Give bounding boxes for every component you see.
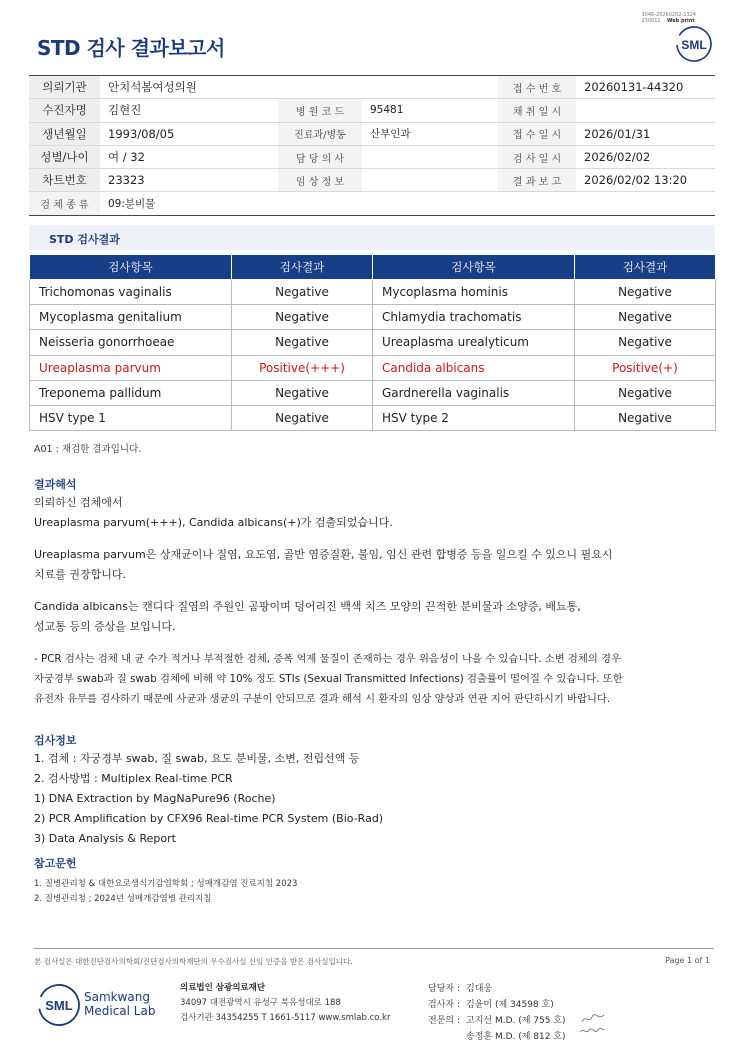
staff-row [428, 1029, 566, 1045]
acc-no-label: 접 수 번 호 [498, 76, 576, 99]
staff-name: 김대웅 [466, 984, 493, 994]
chart-label: 차트번호 [29, 169, 100, 192]
report-value: 2026/02/02 13:20 [576, 169, 715, 192]
interp-p1-line1: 의뢰하신 검체에서 [34, 496, 123, 509]
test-info-section [34, 732, 714, 849]
test-name: Neisseria gonorrhoeae [30, 330, 232, 355]
patient-info-table [29, 75, 715, 216]
test-info-line: 2) PCR Amplification by CFX96 Real-time PCR System (Bio-Rad) [34, 812, 384, 825]
test-info-line: 1) DNA Extraction by MagNaPure96 (Roche) [34, 792, 276, 805]
staff-row [428, 981, 566, 997]
interp-p2-line1: Ureaplasma parvum은 상재균이나 질염, 요도염, 골반 염증질환, 불임, 임신 관련 합병증 등을 일으킬 수 있으니 필요시 [34, 548, 613, 561]
collect-label: 채 취 일 시 [498, 99, 576, 122]
recv-value: 2026/01/31 [576, 122, 715, 145]
footer-organization [180, 981, 390, 1026]
org-name: 의료법인 삼광의료재단 [180, 983, 266, 993]
table-row [30, 280, 716, 305]
page-number: Page 1 of 1 [665, 956, 710, 965]
info-row [29, 145, 715, 168]
col-header-result: 검사결과 [232, 255, 373, 280]
staff-role [428, 1029, 466, 1045]
name-label: 수진자명 [29, 99, 100, 122]
test-result: Negative [575, 305, 716, 330]
references-heading: 참고문헌 [34, 857, 77, 870]
test-name: Chlamydia trachomatis [373, 305, 575, 330]
sex-label: 성별/나이 [29, 145, 100, 168]
interp-p1-line2: Ureaplasma parvum(+++), Candida albicans(+)가 검출되었습니다. [34, 516, 393, 529]
footer-staff [428, 981, 566, 1045]
web-print-label: Web print [666, 18, 695, 24]
table-row [30, 405, 716, 430]
doctor-label: 담 당 의 사 [278, 145, 362, 168]
test-result: Negative [575, 380, 716, 405]
staff-role: 검사자 : [428, 1000, 460, 1010]
interp-p2-line2: 치료를 권장합니다. [34, 568, 127, 581]
test-name: Treponema pallidum [30, 380, 232, 405]
test-name: Gardnerella vaginalis [373, 380, 575, 405]
hosp-code-value: 95481 [362, 99, 498, 122]
test-result: Negative [232, 280, 373, 305]
retest-note: A01 : 재검한 결과입니다. [34, 444, 142, 455]
dob-value: 1993/08/05 [100, 122, 278, 145]
reference-line: 1. 질병관리청 & 대한요로생식기감염학회 ; 성매개감염 진료지침 2023 [34, 879, 298, 889]
test-result: Negative [232, 330, 373, 355]
table-row [30, 330, 716, 355]
staff-row [428, 997, 566, 1013]
staff-role: 전문의 : [428, 1016, 460, 1026]
test-name: Mycoplasma hominis [373, 280, 575, 305]
staff-name: 송정훈 M.D. (제 812 호) [466, 1032, 566, 1042]
table-row-positive [30, 355, 716, 380]
req-org-value: 안치석봄여성의원 [100, 76, 498, 99]
test-result: Negative [575, 330, 716, 355]
test-result: Negative [232, 305, 373, 330]
specimen-label: 검 체 종 류 [29, 192, 100, 215]
acc-no-value: 20260131-44320 [576, 76, 715, 99]
test-info-line: 1. 검체 : 자궁경부 swab, 질 swab, 요도 분비물, 소변, 전립선액 등 [34, 752, 360, 765]
info-row [29, 122, 715, 145]
test-name: Ureaplasma urealyticum [373, 330, 575, 355]
table-row [30, 305, 716, 330]
test-name: Ureaplasma parvum [30, 355, 232, 380]
staff-row [428, 1013, 566, 1029]
signature-2-icon [578, 1024, 606, 1038]
test-name: HSV type 1 [30, 405, 232, 430]
chart-value: 23323 [100, 169, 278, 192]
dept-label: 진료과/병동 [278, 122, 362, 145]
info-row [29, 192, 715, 215]
collect-value [576, 99, 715, 122]
dept-value: 산부인과 [362, 122, 498, 145]
results-header-row [30, 255, 716, 280]
references-section [34, 855, 714, 907]
code-line-2: 230011 [641, 18, 661, 24]
report-label: 결 과 보 고 [498, 169, 576, 192]
certification-text: 본 검사실은 대한진단검사의학회/진단검사의학재단의 우수검사실 신임 인증을 받은 검사실입니다. [34, 957, 353, 966]
recv-label: 접 수 일 시 [498, 122, 576, 145]
test-date-label: 검 사 일 시 [498, 145, 576, 168]
sml-logo-text: SML [681, 38, 707, 52]
clinical-label: 임 상 정 보 [278, 169, 362, 192]
test-info-line: 2. 검사방법 : Multiplex Real-time PCR [34, 772, 233, 785]
interp-p4-line3: 유전자 유무를 검사하기 때문에 사균과 생균의 구분이 안되므로 결과 해석 시 환자의 임상 양상과 연관 지어 판단하시기 바랍니다. [34, 693, 611, 705]
interp-p3-line2: 성교통 등의 증상을 보입니다. [34, 620, 176, 633]
test-result: Positive(+) [575, 355, 716, 380]
test-result: Negative [232, 380, 373, 405]
doctor-value [362, 145, 498, 168]
table-row [30, 380, 716, 405]
footer-divider [34, 948, 714, 949]
info-row [29, 99, 715, 122]
dob-label: 생년월일 [29, 122, 100, 145]
req-org-label: 의뢰기관 [29, 76, 100, 99]
reference-line: 2. 질병관리청 ; 2024년 성매개감염병 관리지침 [34, 894, 212, 904]
info-row [29, 76, 715, 99]
interpretation-heading: 결과해석 [34, 478, 77, 491]
brand-line-2: Medical Lab [84, 1004, 156, 1018]
interp-p4-line1: - PCR 검사는 검체 내 균 수가 적거나 부적절한 검체, 증폭 억제 물질이 존재하는 경우 위음성이 나올 수 있습니다. 소변 검체의 경우 [34, 653, 621, 665]
svg-text:SML: SML [45, 998, 73, 1013]
interp-p4-line2: 자궁경부 swab과 질 swab 검체에 비해 약 10% 정도 STIs (Sexual Transmitted Infections) 검출률이 떨어질 수 있습니다. 또한 [34, 673, 623, 685]
staff-name: 고지선 M.D. (제 755 호) [466, 1016, 566, 1026]
test-info-line: 3) Data Analysis & Report [34, 832, 176, 845]
info-row [29, 169, 715, 192]
page-title: STD 검사 결과보고서 [37, 36, 225, 60]
org-address: 34097 대전광역시 유성구 북유성대로 188 [180, 998, 341, 1008]
org-contact: 검사기관 34354255 T 1661-5117 www.smlab.co.kr [180, 1013, 391, 1023]
specimen-value: 09:분비물 [100, 192, 715, 215]
sex-value: 여 / 32 [100, 145, 278, 168]
test-info-heading: 검사정보 [34, 734, 77, 747]
results-section-title: STD 검사결과 [29, 225, 715, 250]
test-name: Candida albicans [373, 355, 575, 380]
test-name: Mycoplasma genitalium [30, 305, 232, 330]
test-result: Negative [232, 405, 373, 430]
code-line-1: 3046-20260202-1324 [641, 12, 696, 18]
results-table [29, 254, 716, 431]
clinical-value [362, 169, 498, 192]
document-code [641, 12, 696, 24]
col-header-test: 검사항목 [30, 255, 232, 280]
sml-footer-logo-icon [36, 982, 82, 1028]
sml-logo-icon [674, 24, 714, 64]
test-result: Negative [575, 280, 716, 305]
test-result: Positive(+++) [232, 355, 373, 380]
hosp-code-label: 병 원 코 드 [278, 99, 362, 122]
staff-role: 담당자 : [428, 984, 460, 994]
interp-p3-line1: Candida albicans는 캔디다 질염의 주원인 곰팡이며 덩어리진 백색 치즈 모양의 끈적한 분비물과 소양증, 배뇨통, [34, 600, 581, 613]
staff-name: 김윤미 (제 34598 호) [466, 1000, 554, 1010]
interpretation-section [34, 476, 714, 709]
test-name: Trichomonas vaginalis [30, 280, 232, 305]
col-header-test: 검사항목 [373, 255, 575, 280]
test-date-value: 2026/02/02 [576, 145, 715, 168]
footer-brand [84, 990, 155, 1018]
col-header-result: 검사결과 [575, 255, 716, 280]
name-value: 김현진 [100, 99, 278, 122]
test-name: HSV type 2 [373, 405, 575, 430]
test-result: Negative [575, 405, 716, 430]
brand-line-1: Samkwang [84, 990, 150, 1004]
